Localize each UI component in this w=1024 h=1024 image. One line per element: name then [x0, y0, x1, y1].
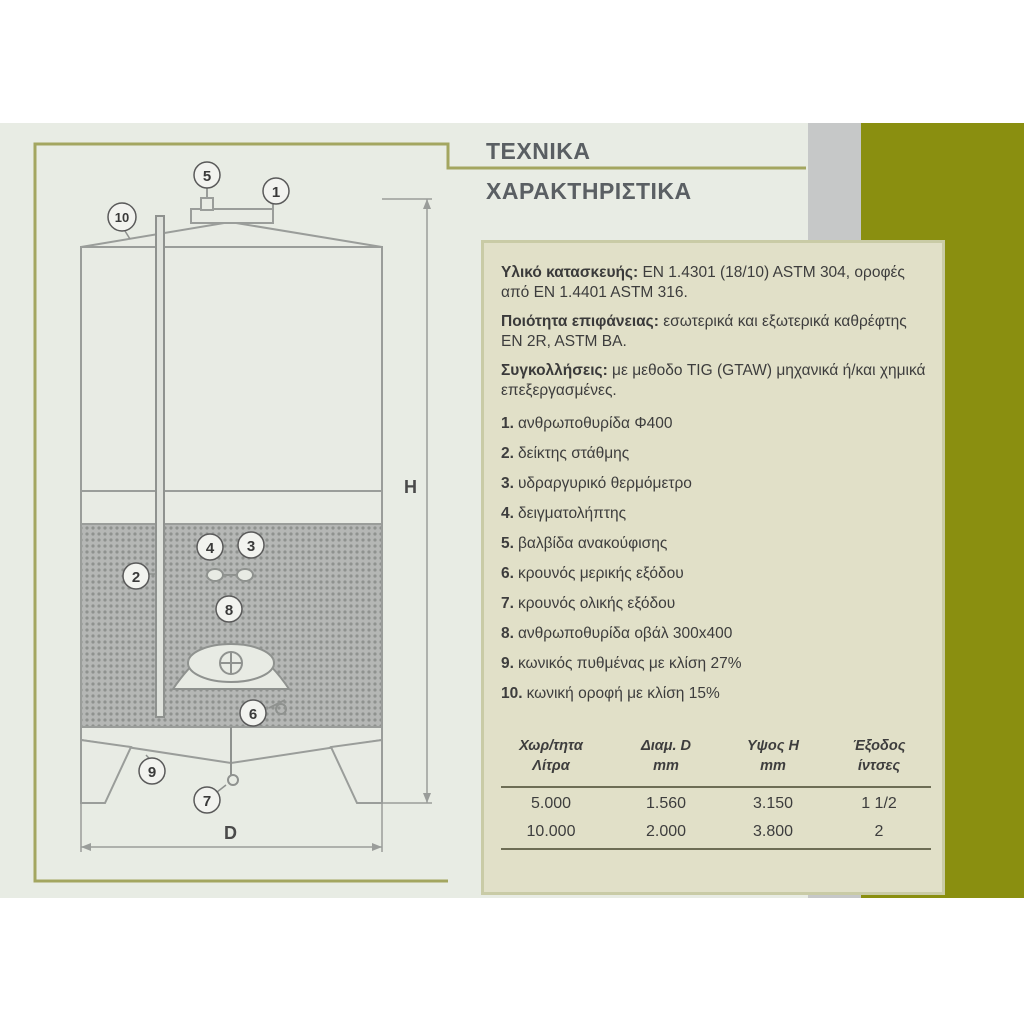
list-item: 7. κρουνός ολικής εξόδου: [501, 595, 676, 612]
callout-8: [216, 596, 242, 622]
list-item: 5. βαλβίδα ανακούφισης: [501, 535, 668, 552]
specs-text: [501, 263, 931, 713]
brochure-sheet: [0, 123, 1024, 898]
svg-text:8: 8: [224, 602, 234, 619]
list-item: 9. κωνικός πυθμένας με κλίση 27%: [501, 655, 742, 672]
svg-text:9: 9: [147, 764, 157, 781]
svg-text:10: 10: [114, 210, 130, 225]
manhole-top: [191, 209, 273, 223]
leg-left: [81, 740, 131, 803]
height-label: H: [404, 477, 417, 497]
leg-right: [331, 740, 382, 803]
spec-surface: Ποιότητα επιφάνειας: εσωτερικά και εξωτερικά καθρέφτης EN 2R, ASTM BA.: [501, 313, 907, 350]
table-header: Χωρ/τητα Λίτρα Διαμ. D mm Υψος H mm Έξοδος ίντσες: [519, 738, 906, 774]
spec-welding: Συγκολλήσεις: με μεθοδο TIG (GTAW) μηχανικά ή/και χημικά επεξεργασμένες.: [501, 362, 926, 399]
table-row: 5.000 1.560 3.150 1 1/2: [530, 795, 897, 812]
list-item: 4. δειγματολήπτης: [501, 505, 627, 522]
callout-9: [139, 758, 165, 784]
mesh-band: [81, 524, 382, 727]
specs-panel: [481, 240, 945, 895]
callout-6: [240, 700, 266, 726]
svg-text:2: 2: [131, 569, 141, 586]
svg-text:4: 4: [205, 540, 215, 557]
tank-body-upper: [81, 247, 382, 491]
title-line-2: ΧΑΡΑΚΤΗΡΙΣΤΙΚΑ: [486, 178, 692, 204]
table-row: 10.000 2.000 3.800 2: [526, 823, 884, 840]
title-line-1: ΤΕΧΝΙΚΑ: [486, 138, 591, 164]
list-item: 6. κρουνός μερικής εξόδου: [501, 565, 684, 582]
list-item: 8. ανθρωποθυρίδα οβάλ 300x400: [501, 625, 733, 642]
diameter-label: D: [224, 823, 237, 843]
callout-7: [194, 787, 220, 813]
level-gauge: [156, 216, 164, 717]
callout-1: [263, 178, 289, 204]
callout-10: [108, 203, 136, 231]
table-rule: [501, 786, 931, 788]
list-item: 10. κωνική οροφή με κλίση 15%: [501, 685, 720, 702]
svg-text:1: 1: [271, 184, 281, 201]
list-item: 3. υδραργυρικό θερμόμετρο: [501, 475, 692, 492]
svg-text:7: 7: [202, 793, 212, 810]
callout-3: [238, 532, 264, 558]
total-outlet-valve: [228, 775, 238, 785]
svg-text:6: 6: [248, 706, 258, 723]
list-item: 1. ανθρωποθυρίδα Φ400: [501, 415, 673, 432]
table-rule: [501, 848, 931, 850]
relief-valve: [201, 198, 213, 210]
callout-2: [123, 563, 149, 589]
svg-text:3: 3: [246, 538, 256, 555]
callout-4: [197, 534, 223, 560]
cooling-jacket: [81, 491, 382, 524]
spec-material: Υλικό κατασκευής: EN 1.4301 (18/10) ASTM 304, οροφές από EN 1.4401 ASTM 316.: [501, 264, 905, 301]
svg-text:5: 5: [202, 168, 212, 185]
callout-5: [194, 162, 220, 188]
capacity-table: [501, 736, 931, 846]
list-item: 2. δείκτης στάθμης: [501, 445, 630, 462]
